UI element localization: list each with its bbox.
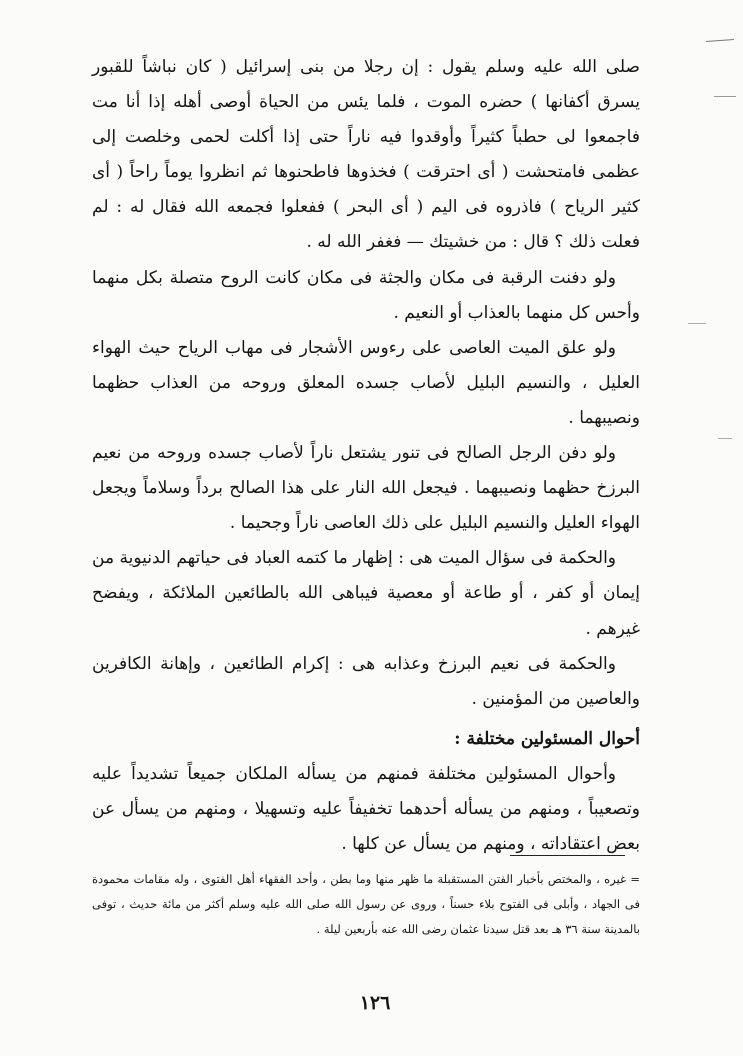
scan-edge-mark <box>718 438 732 439</box>
paragraph-neck-body: ولو دفنت الرقبة فى مكان والجثة فى مكان كانت الروح متصلة بكل منهما وأحس كل منهما بالعذاب أو النعيم . <box>92 267 640 323</box>
paragraph-buried-in-oven: ولو دفن الرجل الصالح فى تنور يشتعل ناراً لأصاب جسده وروحه من نعيم البرزخ حظهما ونصيبهما . فيجعل الله النار على هذا الصالح برداً وسلاماً ويجعل الهواء العليل والنسيم البليل على ذلك العاصى ناراً وجحيما . <box>92 443 640 534</box>
main-text <box>92 50 640 862</box>
footnote <box>92 867 640 942</box>
footnote-divider <box>510 855 625 856</box>
paragraph-questioned-states: وأحوال المسئولين مختلفة فمنهم من يسأله الملكان جميعاً تشديداً عليه وتصعيباً ، ومنهم من يسأله أحدهما تخفيفاً عليه وتسهيلا ، ومنهم من يسأل عن بعض اعتقاداته ، ومنهم من يسأل عن كلها . <box>92 763 640 854</box>
footnote-text: = غيره ، والمختص بأخبار الفتن المستقبلة ما ظهر منها وما بطن ، وأحد الفقهاء أهل الفتوى ، وله مقامات محمودة فى الجهاد ، وأبلى فى الفتوح بلاء حسناً ، وروى عن رسول الله صلى الله عليه وسلم أكثر من مائة حديث ، توفى بالمدينة سنة ٣٦ هـ بعد قتل سيدنا عثمان رضى الله عنه بأربعين ليلة . <box>92 872 641 936</box>
paragraph-wisdom-barzakh: والحكمة فى نعيم البرزخ وعذابه هى : إكرام الطائعين ، وإهانة الكافرين والعاصين من المؤمنين . <box>92 653 640 709</box>
section-heading: أحوال المسئولين مختلفة : <box>454 728 640 749</box>
scan-edge-mark <box>688 323 706 324</box>
paragraph-wisdom-questioning: والحكمة فى سؤال الميت هى : إظهار ما كتمه العباد فى حياتهم الدنيوية من إيمان أو كفر ، أو طاعة أو معصية فيباهى الله بالطائعين الملائكة ، ويفضح غيرهم . <box>92 548 640 639</box>
paragraph-hanging-sinner: ولو علق الميت العاصى على رءوس الأشجار فى مهاب الرياح حيث الهواء العليل ، والنسيم البليل لأصاب جسده المعلق وروحه من العذاب حظهما ونصيبهما . <box>92 337 640 428</box>
paragraph-hadith: صلى الله عليه وسلم يقول : إن رجلا من بنى إسرائيل ( كان نباشاً للقبور يسرق أكفانها ) حضره الموت ، فلما يئس من الحياة أوصى أهله إذا أنا مت فاجمعوا لى حطباً كثيراً وأوقدوا فيه ناراً حتى إذا أكلت لحمى وخلصت إلى عظمى فامتحشت ( أى احترقت ) فخذوها فاطحنوها ثم انظروا يوماً راحاً ( أى كثير الرياح ) فاذروه فى اليم ( أى البحر ) ففعلوا فجمعه الله فقال له : لم فعلت ذلك ؟ قال : من خشيتك — فغفر الله له . <box>92 57 640 253</box>
scan-edge-mark <box>706 39 734 42</box>
scan-edge-mark <box>714 96 736 97</box>
page-number: ١٢٦ <box>359 992 391 1014</box>
